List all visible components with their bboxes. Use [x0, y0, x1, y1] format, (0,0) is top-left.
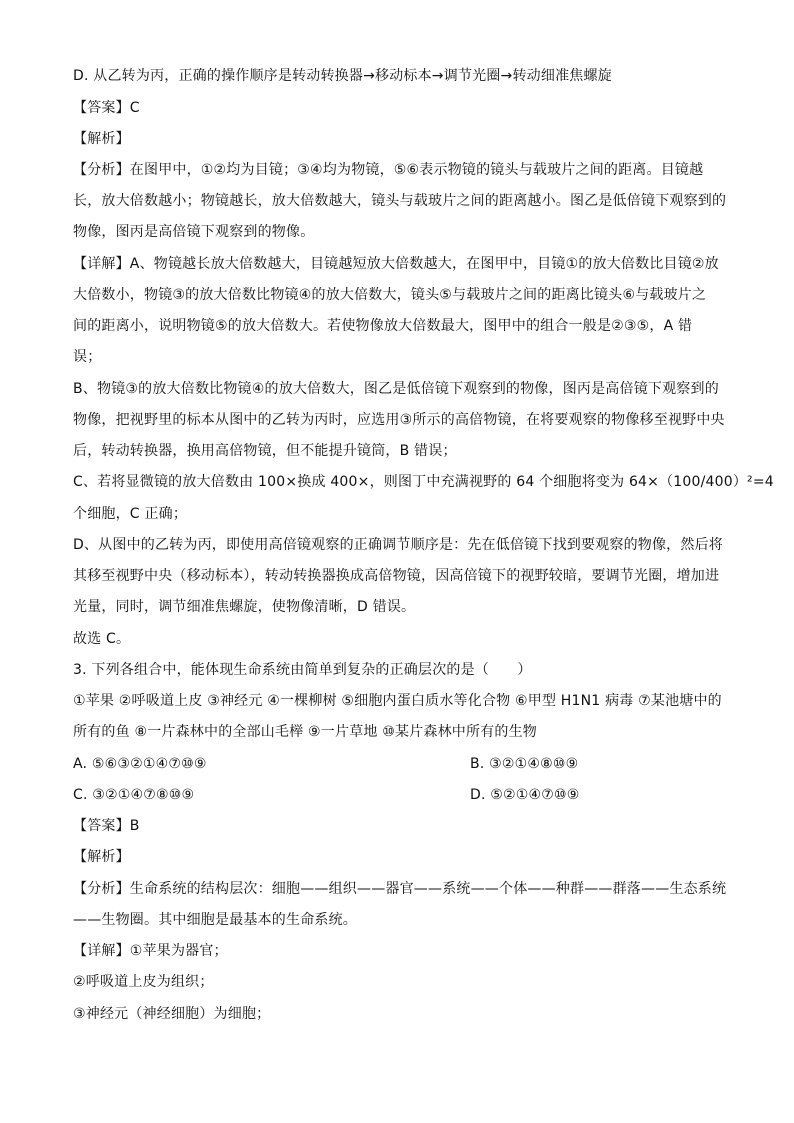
text-line: 【解析】: [73, 849, 130, 865]
text-line: B、物镜③的放大倍数比物镜④的放大倍数大，图乙是低倍镜下观察到的物像，图丙是高倍镜下观察到的: [73, 381, 719, 397]
text-line: ③神经元（神经细胞）为细胞；: [73, 1006, 271, 1022]
text-line: D. 从乙转为丙，正确的操作顺序是转动转换器→移动标本→调节光圈→转动细准焦螺旋: [73, 68, 612, 84]
text-line: 物像，把视野里的标本从图中的乙转为丙时，应选用③所示的高倍物镜，在将要观察的物像移至视野中央: [73, 412, 725, 428]
text-line: 【解析】: [73, 131, 130, 147]
option-c: C. ③②①④⑦⑧⑩⑨: [73, 787, 195, 803]
text-line: C、若将显微镜的放大倍数由 100×换成 400×，则图丁中充满视野的 64 个细胞将变为 64×（100/400）²=4: [73, 474, 774, 490]
text-line: 误；: [73, 349, 102, 365]
text-line: ②呼吸道上皮为组织；: [73, 974, 214, 990]
text-line: 后，转动转换器，换用高倍物镜，但不能提升镜筒，B 错误；: [73, 443, 457, 459]
text-line: 【答案】C: [73, 100, 140, 116]
text-line: ——生物圈。其中细胞是最基本的生命系统。: [73, 912, 357, 928]
option-b: B. ③②①④⑧⑩⑨: [470, 756, 579, 772]
text-line: 物像，图丙是高倍镜下观察到的物像。: [73, 224, 315, 240]
text-line: D、从图中的乙转为丙，即使用高倍镜观察的正确调节顺序是：先在低倍镜下找到要观察的物像，然后将: [73, 537, 723, 553]
question-stem: 3. 下列各组合中，能体现生命系统由简单到复杂的正确层次的是（ ）: [73, 662, 532, 678]
answer-label: 【答案】B: [73, 818, 140, 834]
option-d: D. ⑤②①④⑦⑩⑨: [470, 787, 580, 803]
text-line: 长，放大倍数越小；物镜越长，放大倍数越大，镜头与载玻片之间的距离越小。图乙是低倍镜下观察到的: [73, 193, 727, 209]
text-line: 【详解】A、物镜越长放大倍数越大，目镜越短放大倍数越大，在图甲中，目镜①的放大倍数比目镜②放: [73, 256, 719, 272]
question-items: ①苹果 ②呼吸道上皮 ③神经元 ④一棵柳树 ⑤细胞内蛋白质水等化合物 ⑥甲型 H1N1 病毒 ⑦某池塘中的: [73, 693, 722, 709]
text-line: 【分析】生命系统的结构层次：细胞——组织——器官——系统——个体——种群——群落——生态系统: [73, 881, 727, 897]
question-items: 所有的鱼 ⑧一片森林中的全部山毛榉 ⑨一片草地 ⑩某片森林中所有的生物: [73, 724, 538, 740]
option-row: [73, 754, 723, 774]
text-line: 其移至视野中央（移动标本），转动转换器换成高倍物镜，因高倍镜下的视野较暗，要调节光圈，增加进: [73, 568, 720, 584]
text-line: 间的距离小，说明物镜⑤的放大倍数大。若使物像放大倍数最大，图甲中的组合一般是②③⑤，A 错: [73, 318, 693, 334]
option-row: [73, 785, 723, 805]
text-line: 【详解】①苹果为器官；: [73, 943, 228, 959]
text-line: 【分析】在图甲中，①②均为目镜；③④均为物镜，⑤⑥表示物镜的镜头与载玻片之间的距离。目镜越: [73, 162, 704, 178]
text-line: 个细胞，C 正确；: [73, 506, 188, 522]
text-line: 光量，同时，调节细准焦螺旋，使物像清晰，D 错误。: [73, 599, 416, 615]
text-line: 大倍数小，物镜③的放大倍数比物镜④的放大倍数大，镜头⑤与载玻片之间的距离比镜头⑥与载玻片之: [73, 287, 707, 303]
text-line: 故选 C。: [73, 631, 131, 647]
option-a: A. ⑤⑥③②①④⑦⑩⑨: [73, 756, 207, 772]
